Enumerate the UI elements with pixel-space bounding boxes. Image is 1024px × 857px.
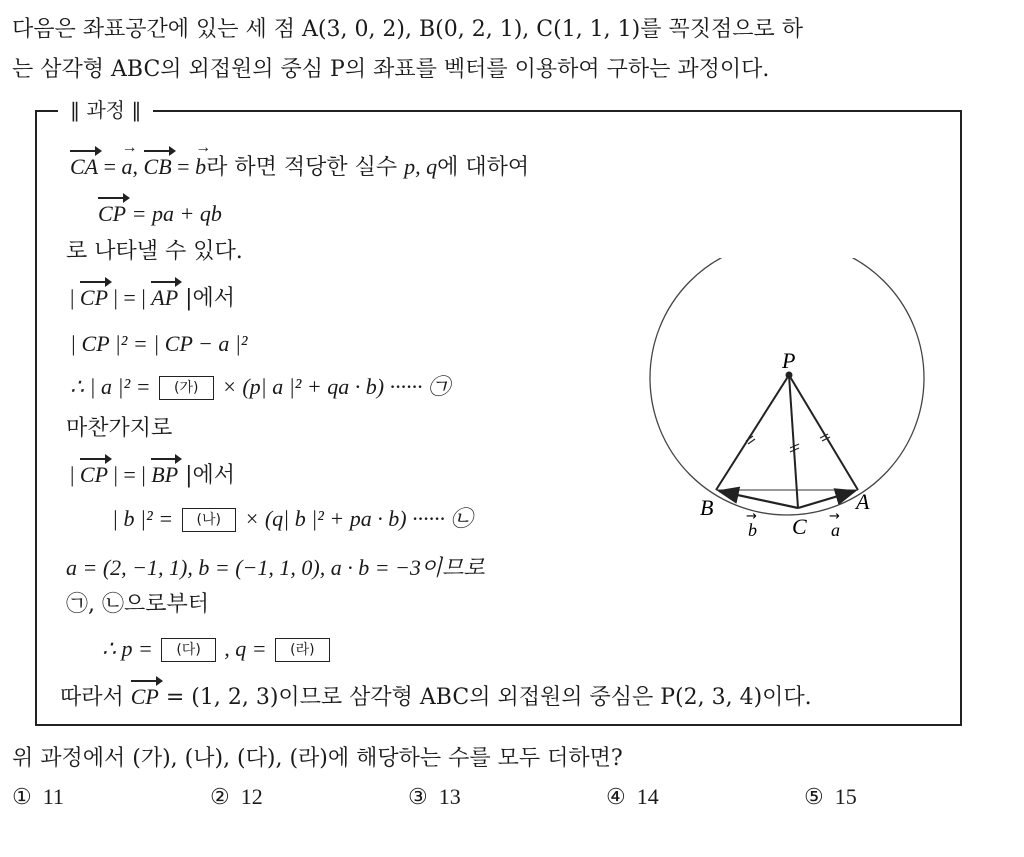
process-line-7: 마찬가지로 xyxy=(66,416,173,441)
line-12-pre: ∴ p = xyxy=(102,636,159,661)
line-1-text-2: 에 대하여 xyxy=(437,155,530,180)
option-5-value: 15 xyxy=(834,784,857,809)
line-8-end: |에서 xyxy=(178,463,236,488)
vector-a: → a xyxy=(122,153,133,181)
process-line-5: | CP |² = | CP − a |² xyxy=(70,331,248,356)
line-12-mid: , q = xyxy=(218,636,273,661)
option-2[interactable] xyxy=(210,782,263,812)
question-text: 위 과정에서 (가), (나), (다), (라)에 해당하는 수를 모두 더하면? xyxy=(12,746,623,771)
process-line-3: 로 나타낼 수 있다. xyxy=(66,239,243,264)
option-4-mark: ④ xyxy=(606,784,626,809)
blank-na: (나) xyxy=(182,508,236,532)
arrow-over-b-icon: → xyxy=(746,509,757,524)
bar-mid: | = | xyxy=(108,285,152,310)
vector-ca: CA xyxy=(70,154,99,179)
line-13-rest: = (1, 2, 3)이므로 삼각형 ABC의 외접원의 중심은 P(2, 3, 4)이다. xyxy=(158,685,812,710)
vector-cb-arrow xyxy=(719,491,798,508)
equals-2: = xyxy=(171,154,196,179)
vector-cb: CB xyxy=(143,154,172,179)
vector-cp-4: CP xyxy=(130,684,159,709)
arrow-over-a-icon: → xyxy=(829,509,840,524)
blank-ga: (가) xyxy=(159,376,213,400)
line-6-post: × (p| a |² + qa · b) ······ ㉠ xyxy=(216,374,451,399)
process-line-4 xyxy=(70,284,235,313)
option-4-value: 14 xyxy=(636,784,659,809)
label-vec-a: a xyxy=(831,520,840,540)
process-line-6 xyxy=(70,373,450,402)
line-2-rest: = pa + qb xyxy=(126,201,222,226)
label-b: B xyxy=(700,495,714,520)
process-line-2 xyxy=(98,200,222,229)
option-1-value: 11 xyxy=(42,784,64,809)
option-4[interactable] xyxy=(606,782,659,812)
tick-marks xyxy=(746,434,830,452)
process-line-8 xyxy=(70,461,235,490)
vector-bp: BP xyxy=(151,462,179,487)
intro-line-2: 는 삼각형 ABC의 외접원의 중심 P의 좌표를 벡터를 이용하여 구하는 과정이다. xyxy=(12,57,770,82)
line-9-pre: | b |² = xyxy=(112,506,179,531)
option-2-value: 12 xyxy=(240,784,263,809)
vector-ca-arrow xyxy=(798,491,855,508)
line-4-end: |에서 xyxy=(178,286,236,311)
option-5[interactable] xyxy=(804,782,857,812)
circumcircle xyxy=(650,258,924,515)
segment-pc xyxy=(789,375,798,508)
vector-ap: AP xyxy=(151,285,179,310)
process-line-13 xyxy=(60,683,812,712)
equals-1: = xyxy=(98,154,122,179)
blank-da: (다) xyxy=(161,638,215,662)
label-p: P xyxy=(782,348,796,373)
label-c: C xyxy=(792,514,807,539)
process-box-title: ‖ 과정 ‖ xyxy=(58,96,153,124)
option-5-mark: ⑤ xyxy=(804,784,824,809)
option-3-value: 13 xyxy=(438,784,461,809)
circumcircle-figure xyxy=(640,258,960,548)
process-line-11: ㉠, ㉡으로부터 xyxy=(66,592,209,617)
intro-line-1: 다음은 좌표공간에 있는 세 점 A(3, 0, 2), B(0, 2, 1), C(1, 1, 1)를 꼭짓점으로 하 xyxy=(12,17,803,42)
label-a: A xyxy=(856,489,870,514)
line-1-text: 라 하면 적당한 실수 xyxy=(206,155,405,180)
option-1-mark: ① xyxy=(12,784,32,809)
process-line-9 xyxy=(112,505,473,534)
separator: , xyxy=(132,154,144,179)
line-6-pre: ∴ | a |² = xyxy=(70,374,157,399)
label-vec-b: b xyxy=(748,520,757,540)
bar-left-2: | xyxy=(70,462,80,487)
segment-pb xyxy=(716,375,789,490)
vector-b: → b xyxy=(195,153,206,181)
option-3[interactable] xyxy=(408,782,461,812)
process-line-1 xyxy=(70,153,529,182)
vector-cp-2: CP xyxy=(79,285,109,310)
vector-cp-3: CP xyxy=(79,462,109,487)
line-9-post: × (q| b |² + pa · b) ······ ㉡ xyxy=(239,506,473,531)
option-2-mark: ② xyxy=(210,784,230,809)
line-1-pq: p, q xyxy=(404,154,438,179)
bar-mid-2: | = | xyxy=(108,462,152,487)
process-line-10: a = (2, −1, 1), b = (−1, 1, 0), a · b = −3이므로 xyxy=(66,555,485,580)
line-13-pre: 따라서 xyxy=(60,685,131,710)
option-1[interactable] xyxy=(12,782,64,812)
option-3-mark: ③ xyxy=(408,784,428,809)
bar-left: | xyxy=(70,285,80,310)
process-line-12 xyxy=(102,635,333,664)
segment-pa xyxy=(789,375,858,490)
vector-cp-1: CP xyxy=(98,201,127,226)
blank-ra: (라) xyxy=(275,638,329,662)
